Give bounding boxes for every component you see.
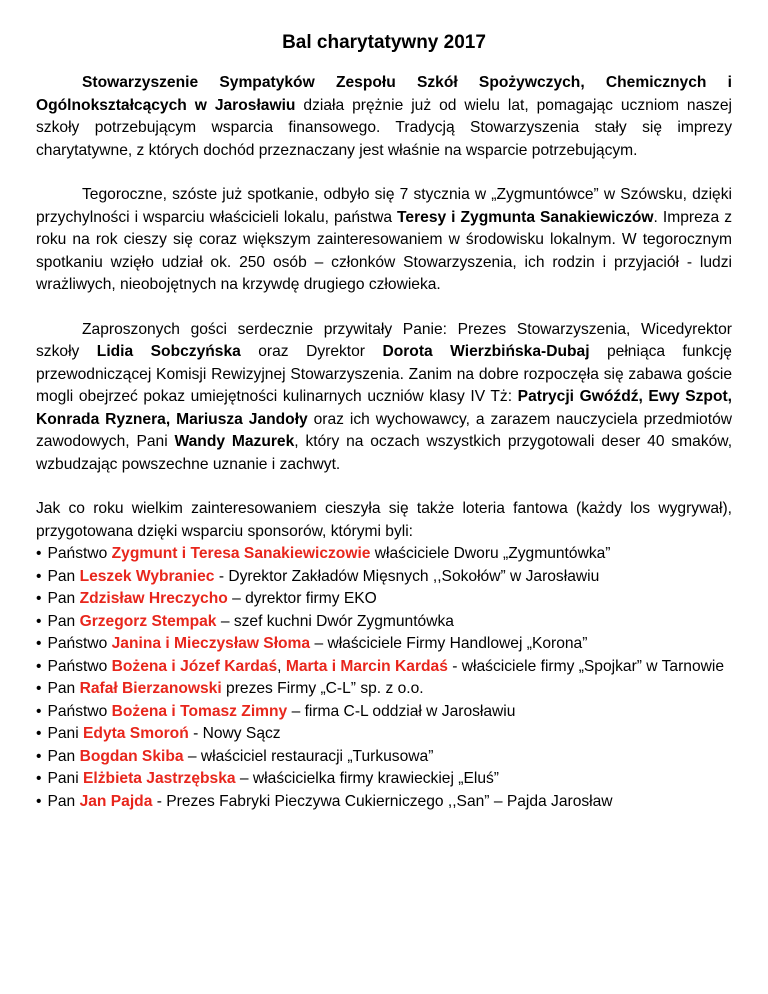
sponsor-name: Edyta Smoroń	[83, 725, 189, 742]
paragraph-intro: Stowarzyszenie Sympatyków Zespołu Szkół Spożywczych, Chemicznych i Ogólnokształcących w Jarosławiu działa prężnie już od wielu lat, pomagając uczniom naszej szkoły potrzebującym wsparcia finansowego. Tradycją Stowarzyszenia stały się imprezy charytatywne, z których dochód przeznaczany jest właśnie na wsparcie potrzebującym.	[36, 74, 732, 159]
list-item: • Państwo Janina i Mieczysław Słoma – właściciele Firmy Handlowej „Korona”	[36, 635, 588, 652]
list-item: • Pan Zdzisław Hreczycho – dyrektor firmy EKO	[36, 590, 377, 607]
sponsor-name: Zdzisław Hreczycho	[79, 590, 228, 607]
paragraph-event: Tegoroczne, szóste już spotkanie, odbyło się 7 stycznia w „Zygmuntówce” w Szówsku, dzięki przychylności i wsparciu właścicieli lokalu, państwa Teresy i Zygmunta Sanakiewiczów. Impreza z roku na rok cieszy się coraz większym zainteresowaniem w środowisku lokalnym. W tegorocznym spotkaniu wzięło udział ok. 250 osób – członków Stowarzyszenia, ich rodzin i przyjaciół - ludzi wrażliwych, nieobojętnych na krzywdę drugiego człowieka.	[36, 186, 733, 293]
teacher-name: Wandy Mazurek	[174, 433, 295, 450]
sponsor-list	[36, 543, 732, 813]
paragraph-lottery: Jak co roku wielkim zainteresowaniem cieszyła się także loteria fantowa (każdy los wygrywał), przygotowana dzięki wsparciu sponsorów, którymi byli:	[36, 500, 732, 540]
list-item: • Państwo Bożena i Józef Kardaś, Marta i Marcin Kardaś - właściciele firmy „Spojkar” w Tarnowie	[36, 657, 725, 675]
page-title: Bal charytatywny 2017	[282, 32, 486, 53]
list-item: • Państwo Bożena i Tomasz Zimny – firma C-L oddział w Jarosławiu	[36, 702, 516, 720]
sponsor-name: Grzegorz Stempak	[79, 612, 217, 630]
list-item: • Pani Edyta Smoroń - Nowy Sącz	[36, 725, 281, 742]
sponsor-name: Jan Pajda	[79, 792, 153, 810]
sponsor-name: Bogdan Skiba	[79, 747, 184, 765]
sponsor-name: Rafał Bierzanowski	[79, 680, 222, 697]
sponsor-name: Bożena i Józef Kardaś	[111, 657, 278, 675]
list-item: • Pan Jan Pajda - Prezes Fabryki Pieczywa Cukierniczego ,,San” – Pajda Jarosław	[36, 792, 613, 810]
paragraph-guests: Zaproszonych gości serdecznie przywitały Panie: Prezes Stowarzyszenia, Wicedyrektor szkoły Lidia Sobczyńska oraz Dyrektor Dorota Wierzbińska-Dubaj pełniąca funkcję przewodniczącej Komisji Rewizyjnej Stowarzyszenia. Zanim na dobre rozpoczęła się zabawa goście mogli obejrzeć pokaz umiejętności kulinarnych uczniów klasy IV Tż: Patrycji Gwóźdź, Ewy Szpot, Konrada Ryznera, Mariusza Jandoły oraz ich wychowawcy, a zarazem nauczyciela przedmiotów zawodowych, Pani Wandy Mazurek, który na oczach wszystkich przygotowali deser 40 smaków, wzbudzając powszechne uznanie i zachwyt.	[36, 320, 733, 473]
sponsor-name: Leszek Wybraniec	[79, 567, 215, 585]
list-item: • Pan Leszek Wybraniec - Dyrektor Zakładów Mięsnych ,,Sokołów” w Jarosławiu	[36, 567, 600, 585]
list-item: • Pan Bogdan Skiba – właściciel restauracji „Turkusowa”	[36, 747, 434, 765]
sponsor-name: Zygmunt i Teresa Sanakiewiczowie	[111, 545, 371, 562]
organization-name: Stowarzyszenie Sympatyków Zespołu Szkół Spożywczych, Chemicznych i Ogólnokształcących w Jarosławiu	[36, 74, 732, 114]
hosts-names: Teresy i Zygmunta Sanakiewiczów	[397, 208, 654, 226]
sponsor-name: Bożena i Tomasz Zimny	[111, 702, 288, 720]
sponsor-name: Marta i Marcin Kardaś	[285, 657, 448, 675]
list-item: • Pan Grzegorz Stempak – szef kuchni Dwór Zygmuntówka	[36, 612, 454, 630]
list-item: • Pan Rafał Bierzanowski prezes Firmy „C-L” sp. z o.o.	[36, 680, 424, 697]
document-page	[36, 30, 732, 813]
list-item: • Państwo Zygmunt i Teresa Sanakiewiczowie właściciele Dworu „Zygmuntówka”	[36, 545, 611, 562]
sponsor-name: Elżbieta Jastrzębska	[83, 770, 236, 787]
guest-name: Lidia Sobczyńska	[96, 343, 241, 360]
list-item: • Pani Elżbieta Jastrzębska – właścicielka firmy krawieckiej „Eluś”	[36, 770, 499, 787]
students-names: Patrycji Gwóźdź, Ewy Szpot, Konrada Ryznera, Mariusza Jandoły	[36, 388, 733, 428]
sponsor-name: Janina i Mieczysław Słoma	[111, 635, 311, 652]
guest-name: Dorota Wierzbińska-Dubaj	[382, 343, 590, 360]
